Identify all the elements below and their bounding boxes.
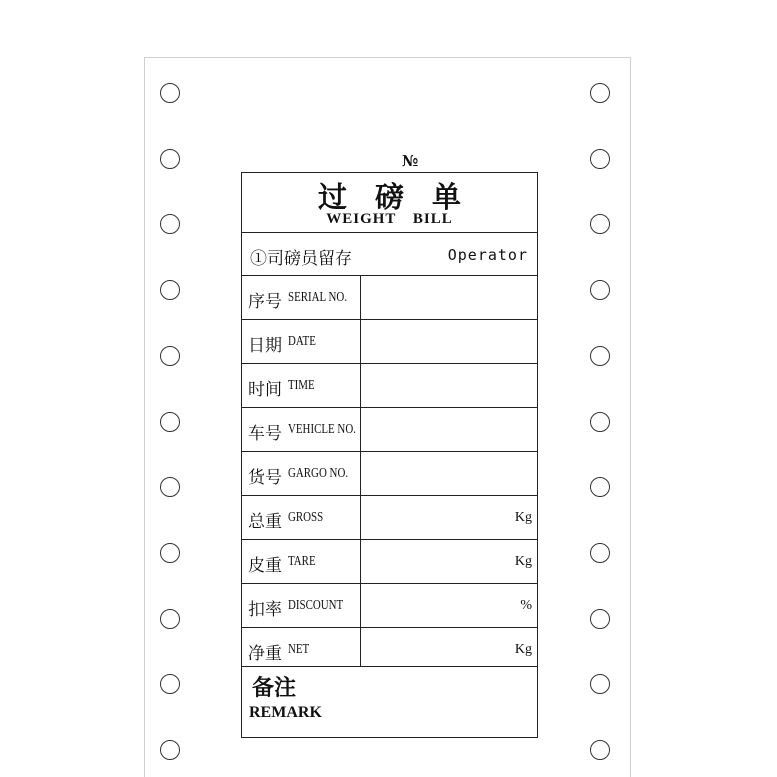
title-chinese: 过磅单 <box>317 180 489 214</box>
field-unit: % <box>520 598 532 613</box>
field-label-cell <box>242 452 361 495</box>
field-label-cell <box>242 628 361 666</box>
field-row-cargo <box>242 452 537 496</box>
copy-designation-row <box>242 233 537 276</box>
tare-value-field[interactable] <box>361 540 537 583</box>
field-label-english: NET <box>288 642 310 657</box>
cargo-value-field[interactable] <box>361 452 537 495</box>
field-label-chinese: 货号 <box>248 468 282 488</box>
vehicle-value-field[interactable] <box>361 408 537 451</box>
field-unit: Kg <box>514 510 532 525</box>
net-value-field[interactable] <box>361 628 537 666</box>
punch-hole <box>590 346 610 366</box>
weight-bill-form <box>241 172 538 738</box>
field-label-chinese: 净重 <box>248 644 282 664</box>
field-unit: Kg <box>514 642 532 657</box>
field-label-cell <box>242 320 361 363</box>
field-unit: Kg <box>514 554 532 569</box>
remark-label-english: REMARK <box>249 704 322 721</box>
punch-hole <box>590 83 610 103</box>
field-row-gross <box>242 496 537 540</box>
field-label-cell <box>242 408 361 451</box>
punch-hole <box>160 609 180 629</box>
field-label-english: TARE <box>288 554 316 569</box>
field-row-net <box>242 628 537 667</box>
punch-hole <box>160 280 180 300</box>
field-label-english: GARGO NO. <box>288 466 349 481</box>
date-value-field[interactable] <box>361 320 537 363</box>
time-value-field[interactable] <box>361 364 537 407</box>
field-row-vehicle <box>242 408 537 452</box>
field-label-chinese: 总重 <box>248 512 282 532</box>
copy-label-chinese: ①司磅员留存 <box>250 249 352 269</box>
field-label-cell <box>242 496 361 539</box>
serial-value-field[interactable] <box>361 276 537 319</box>
punch-hole <box>590 543 610 563</box>
field-row-time <box>242 364 537 408</box>
field-label-chinese: 日期 <box>248 336 282 356</box>
field-label-english: TIME <box>288 378 315 393</box>
punch-hole <box>590 149 610 169</box>
punch-hole <box>160 740 180 760</box>
punch-hole <box>160 543 180 563</box>
field-row-serial <box>242 276 537 320</box>
field-label-chinese: 车号 <box>248 424 282 444</box>
field-label-english: GROSS <box>288 510 324 525</box>
field-label-chinese: 时间 <box>248 380 282 400</box>
field-label-cell <box>242 584 361 627</box>
field-row-tare <box>242 540 537 584</box>
field-label-chinese: 扣率 <box>248 600 282 620</box>
punch-hole <box>590 740 610 760</box>
punch-hole <box>160 412 180 432</box>
punch-hole <box>160 346 180 366</box>
remark-label-chinese: 备注 <box>252 675 297 701</box>
title-english: WEIGHT BILL <box>326 211 453 227</box>
number-label: № <box>402 152 419 170</box>
field-row-discount <box>242 584 537 628</box>
field-row-date <box>242 320 537 364</box>
punch-hole <box>590 609 610 629</box>
punch-hole <box>160 149 180 169</box>
remark-field[interactable] <box>242 667 537 737</box>
punch-hole <box>160 83 180 103</box>
punch-hole <box>590 280 610 300</box>
field-label-cell <box>242 364 361 407</box>
field-label-chinese: 序号 <box>248 292 282 312</box>
field-label-english: SERIAL NO. <box>288 290 348 305</box>
gross-value-field[interactable] <box>361 496 537 539</box>
field-label-english: DISCOUNT <box>288 598 344 613</box>
discount-value-field[interactable] <box>361 584 537 627</box>
field-label-cell <box>242 540 361 583</box>
field-label-cell <box>242 276 361 319</box>
field-label-english: DATE <box>288 334 316 349</box>
copy-label-english: Operator <box>447 246 528 264</box>
title-box <box>242 173 537 233</box>
field-label-english: VEHICLE NO. <box>288 422 356 437</box>
punch-hole <box>590 412 610 432</box>
field-label-chinese: 皮重 <box>248 556 282 576</box>
